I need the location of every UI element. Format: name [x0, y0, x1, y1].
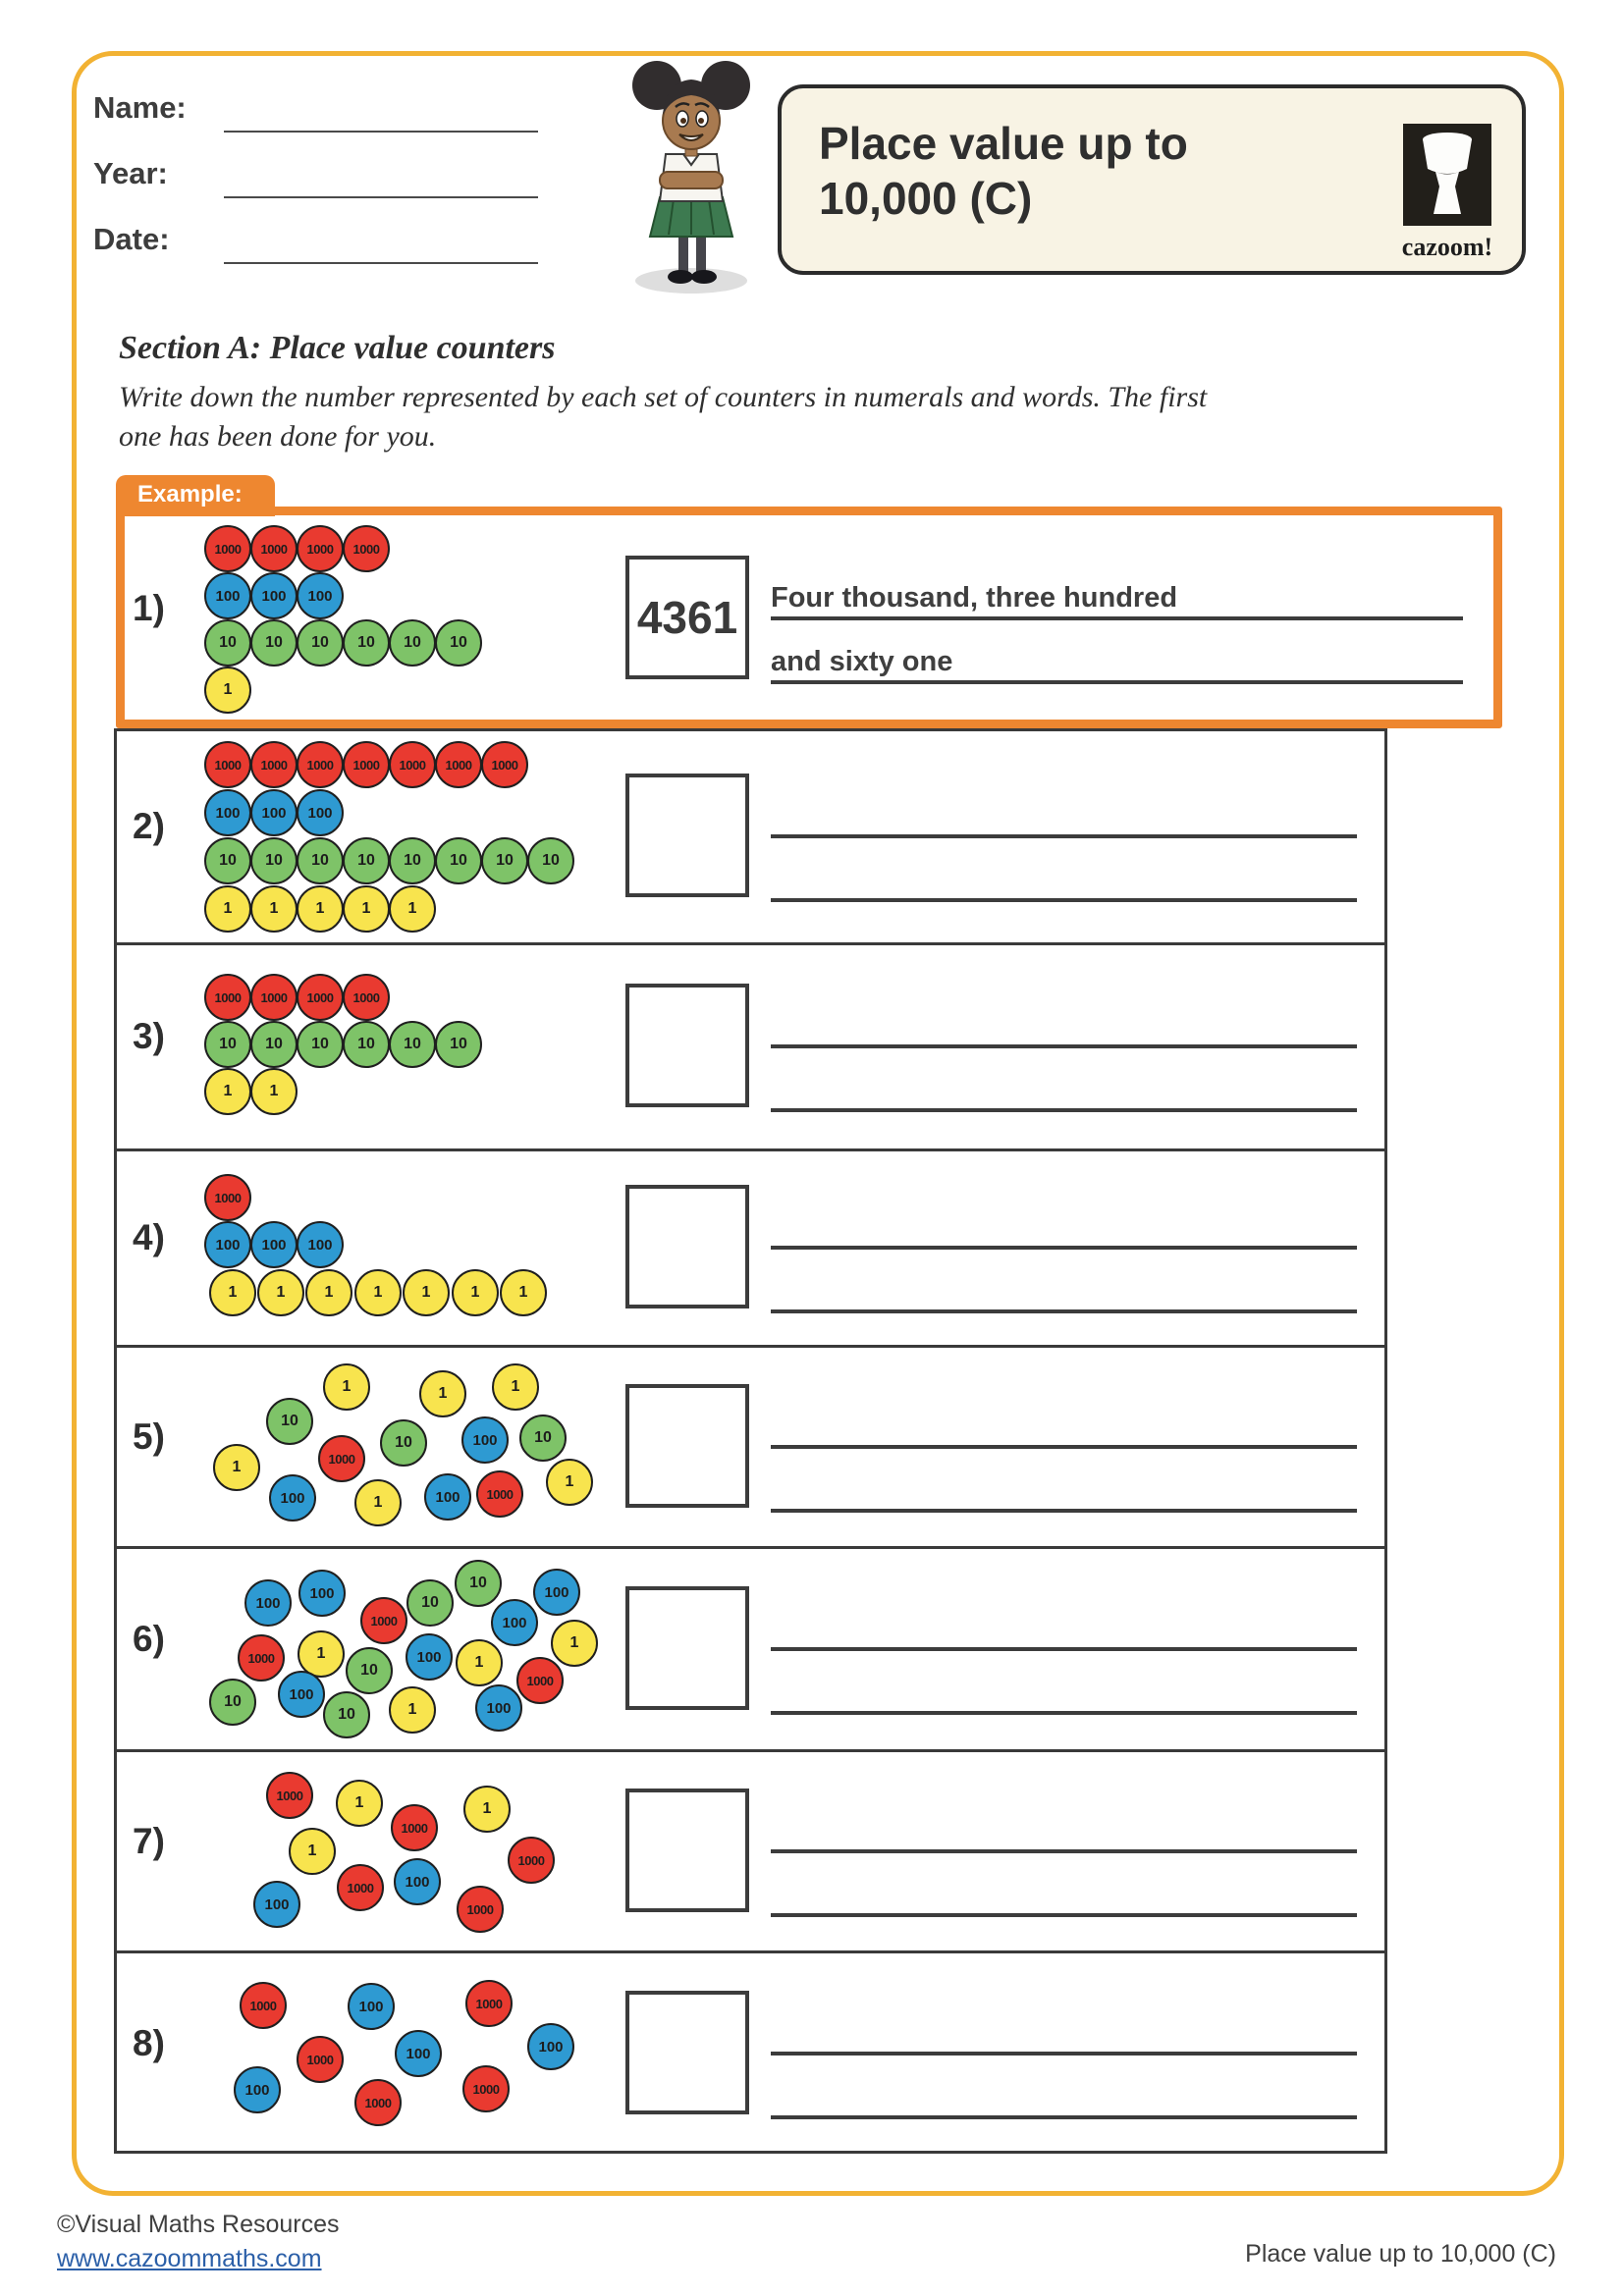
counter-1000: 1000	[250, 974, 298, 1021]
counter-100: 100	[461, 1416, 509, 1464]
counter-1000: 1000	[318, 1435, 365, 1482]
counter-1000: 1000	[462, 2065, 510, 2112]
counter-100: 100	[297, 789, 344, 836]
answer-words-line[interactable]	[771, 1602, 1357, 1651]
answer-number-box[interactable]	[625, 1991, 749, 2114]
counter-100: 100	[297, 572, 344, 619]
counter-10: 10	[519, 1415, 567, 1462]
counter-1000: 1000	[266, 1772, 313, 1819]
answer-words-line[interactable]	[771, 2006, 1357, 2056]
question-number: 5)	[133, 1415, 165, 1457]
counter-1000: 1000	[204, 741, 251, 788]
counter-100: 100	[491, 1599, 538, 1646]
answer-words-line[interactable]	[771, 1666, 1357, 1715]
answer-numeral: 4361	[636, 592, 738, 643]
counter-10: 10	[297, 1021, 344, 1068]
counter-1000: 1000	[238, 1634, 285, 1682]
question-number: 8)	[133, 2022, 165, 2063]
answer-words-line[interactable]	[771, 1804, 1357, 1853]
counter-10: 10	[389, 837, 436, 884]
counter-10: 10	[204, 837, 251, 884]
counter-1000: 1000	[476, 1470, 523, 1518]
counter-10: 10	[250, 619, 298, 667]
example-tab: Example:	[116, 475, 275, 516]
counter-100: 100	[297, 1221, 344, 1268]
counter-10: 10	[343, 1021, 390, 1068]
answer-words-line[interactable]	[771, 635, 1463, 684]
answer-words-line[interactable]	[771, 571, 1463, 620]
row-separator	[114, 1749, 1387, 1752]
counter-100: 100	[406, 1633, 453, 1681]
answer-number-box[interactable]	[625, 984, 749, 1107]
question-number: 3)	[133, 1016, 165, 1056]
counter-10: 10	[297, 619, 344, 667]
counter-1000: 1000	[337, 1864, 384, 1911]
answer-number-box[interactable]	[625, 1789, 749, 1912]
counter-1: 1	[336, 1780, 383, 1827]
counter-10: 10	[527, 837, 574, 884]
counter-1: 1	[419, 1370, 466, 1417]
counter-1000: 1000	[250, 741, 298, 788]
counter-1000: 1000	[297, 974, 344, 1021]
year-label: Year:	[93, 156, 168, 190]
counter-1: 1	[305, 1269, 352, 1316]
counter-100: 100	[269, 1474, 316, 1522]
counter-1000: 1000	[465, 1980, 513, 2027]
counter-1000: 1000	[297, 741, 344, 788]
counter-10: 10	[380, 1419, 427, 1467]
question-number: 1)	[133, 588, 165, 628]
counter-1000: 1000	[204, 974, 251, 1021]
counter-100: 100	[298, 1570, 346, 1617]
counter-100: 100	[395, 2030, 442, 2077]
counter-1000: 1000	[360, 1597, 407, 1644]
footer-worksheet-title: Place value up to 10,000 (C)	[1245, 2240, 1556, 2268]
counter-10: 10	[204, 1021, 251, 1068]
answer-number-box[interactable]	[625, 1185, 749, 1308]
counter-10: 10	[435, 837, 482, 884]
counter-1: 1	[204, 1068, 251, 1115]
counter-1: 1	[204, 885, 251, 933]
counter-1: 1	[500, 1269, 547, 1316]
counter-100: 100	[234, 2066, 281, 2113]
counter-1: 1	[343, 885, 390, 933]
instructions-line-1: Write down the number represented by each set of counters in numerals and words. The first	[119, 381, 1208, 413]
counter-10: 10	[406, 1579, 454, 1627]
counter-100: 100	[244, 1579, 292, 1627]
counter-10: 10	[266, 1398, 313, 1445]
counter-100: 100	[348, 1983, 395, 2030]
counter-10: 10	[481, 837, 528, 884]
row-separator	[114, 942, 1387, 945]
counter-100: 100	[527, 2023, 574, 2070]
counter-1: 1	[250, 1068, 298, 1115]
cazoom-logo-text: cazoom!	[1401, 233, 1493, 261]
counter-10: 10	[455, 1560, 502, 1607]
counter-1: 1	[354, 1479, 402, 1526]
question-number: 6)	[133, 1618, 165, 1659]
counter-1: 1	[546, 1459, 593, 1506]
counter-100: 100	[250, 789, 298, 836]
counter-1000: 1000	[297, 525, 344, 572]
counter-1000: 1000	[516, 1657, 564, 1704]
answer-number-box[interactable]	[625, 1586, 749, 1710]
counter-1000: 1000	[481, 741, 528, 788]
counter-1000: 1000	[435, 741, 482, 788]
counter-100: 100	[475, 1684, 522, 1732]
counter-1000: 1000	[508, 1837, 555, 1884]
counter-1000: 1000	[250, 525, 298, 572]
answer-words-line[interactable]	[771, 1400, 1357, 1449]
question-number: 2)	[133, 806, 165, 846]
counter-1: 1	[204, 667, 251, 714]
counter-1: 1	[213, 1444, 260, 1491]
counter-1000: 1000	[343, 525, 390, 572]
counter-1: 1	[323, 1363, 370, 1411]
counter-1000: 1000	[354, 2079, 402, 2126]
row-separator	[114, 1148, 1387, 1151]
counter-1000: 1000	[204, 525, 251, 572]
counter-100: 100	[394, 1858, 441, 1905]
answer-number-box[interactable]	[625, 774, 749, 897]
counter-1: 1	[452, 1269, 499, 1316]
counter-100: 100	[204, 1221, 251, 1268]
counter-10: 10	[250, 1021, 298, 1068]
counter-1000: 1000	[297, 2036, 344, 2083]
counter-100: 100	[250, 1221, 298, 1268]
answer-number-box[interactable]	[625, 556, 749, 679]
section-heading: Section A: Place value counters	[119, 330, 556, 366]
counter-1000: 1000	[391, 1804, 438, 1851]
counter-100: 100	[204, 789, 251, 836]
answer-words-line[interactable]	[771, 999, 1357, 1048]
instructions-line-2: one has been done for you.	[119, 420, 437, 453]
counter-1000: 1000	[389, 741, 436, 788]
counter-100: 100	[278, 1671, 325, 1718]
row-separator	[114, 1950, 1387, 1953]
counter-1: 1	[298, 1630, 345, 1678]
footer-website-link[interactable]: www.cazoommaths.com	[57, 2245, 322, 2272]
row-separator	[114, 1345, 1387, 1348]
answer-words-line[interactable]	[771, 1201, 1357, 1250]
answer-words-line[interactable]	[771, 1464, 1357, 1513]
counter-1: 1	[250, 885, 298, 933]
date-label: Date:	[93, 222, 170, 256]
counter-1: 1	[289, 1828, 336, 1875]
answer-words-line[interactable]	[771, 1264, 1357, 1313]
counter-10: 10	[389, 619, 436, 667]
counter-1: 1	[463, 1786, 511, 1833]
counter-10: 10	[343, 619, 390, 667]
question-number: 7)	[133, 1820, 165, 1861]
counter-1: 1	[389, 885, 436, 933]
counter-1: 1	[456, 1639, 503, 1686]
question-number: 4)	[133, 1217, 165, 1257]
counter-10: 10	[435, 1021, 482, 1068]
counter-10: 10	[346, 1647, 393, 1694]
answer-number-box[interactable]	[625, 1384, 749, 1508]
counter-100: 100	[533, 1569, 580, 1616]
counter-1000: 1000	[343, 974, 390, 1021]
counter-100: 100	[250, 572, 298, 619]
answer-words: Four thousand, three hundred	[771, 582, 1178, 614]
counter-1000: 1000	[343, 741, 390, 788]
footer-copyright: ©Visual Maths Resources	[57, 2211, 340, 2238]
counter-1: 1	[297, 885, 344, 933]
answer-words-line[interactable]	[771, 1868, 1357, 1917]
name-label: Name:	[93, 90, 187, 125]
counter-1: 1	[257, 1269, 304, 1316]
counter-1: 1	[492, 1363, 539, 1411]
counter-10: 10	[250, 837, 298, 884]
answer-words: and sixty one	[771, 646, 953, 677]
counter-100: 100	[204, 572, 251, 619]
counter-1000: 1000	[457, 1886, 504, 1933]
counter-1000: 1000	[240, 1982, 287, 2029]
counter-100: 100	[424, 1473, 471, 1521]
counter-1000: 1000	[204, 1174, 251, 1221]
answer-words-line[interactable]	[771, 853, 1357, 902]
worksheet-title: Place value up to 10,000 (C)	[819, 118, 1188, 225]
answer-words-line[interactable]	[771, 2070, 1357, 2119]
counter-1: 1	[209, 1269, 256, 1316]
counter-10: 10	[343, 837, 390, 884]
counter-10: 10	[297, 837, 344, 884]
counter-10: 10	[323, 1691, 370, 1738]
counter-10: 10	[209, 1679, 256, 1726]
counter-10: 10	[389, 1021, 436, 1068]
counter-1: 1	[551, 1620, 598, 1667]
answer-words-line[interactable]	[771, 1063, 1357, 1112]
counter-1: 1	[354, 1269, 402, 1316]
row-separator	[114, 1546, 1387, 1549]
counter-100: 100	[253, 1881, 300, 1928]
counter-10: 10	[435, 619, 482, 667]
counter-1: 1	[389, 1686, 436, 1734]
answer-words-line[interactable]	[771, 789, 1357, 838]
counter-10: 10	[204, 619, 251, 667]
counter-1: 1	[403, 1269, 450, 1316]
